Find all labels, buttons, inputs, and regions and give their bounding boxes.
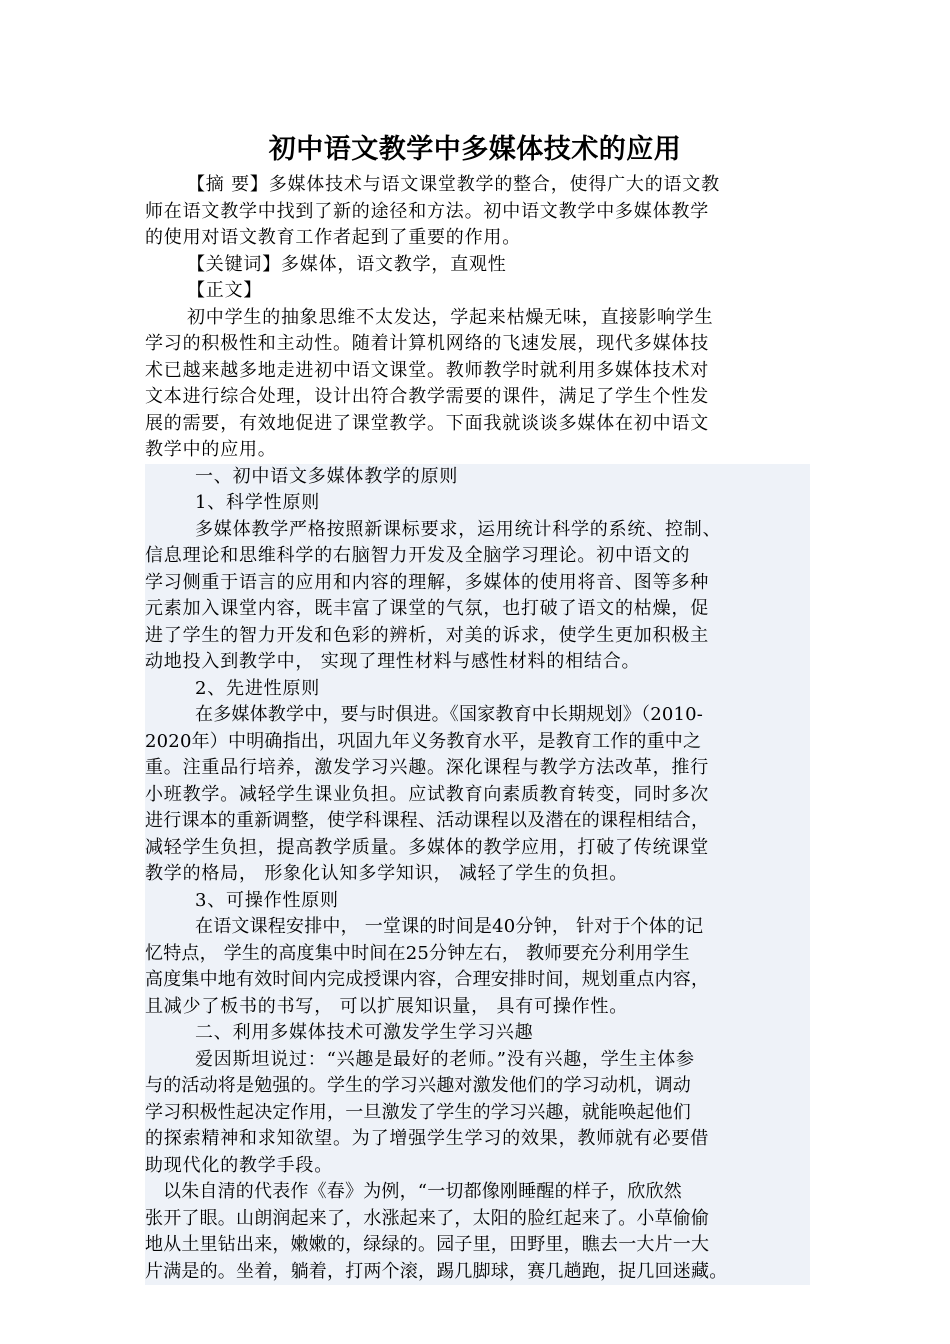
paragraph-line: 教学的格局， 形象化认知多学知识， 减轻了学生的负担。 <box>145 863 629 884</box>
paragraph-line: 动地投入到教学中， 实现了理性材料与感性材料的相结合。 <box>145 651 641 672</box>
paragraph-line: 地从土里钻出来，嫩嫩的，绿绿的。园子里，田野里，瞧去一大片一大 <box>145 1234 710 1255</box>
section-heading: 一、初中语文多媒体教学的原则 <box>195 465 459 487</box>
subsection-heading: 2、先进性原则 <box>195 677 321 699</box>
paragraph-line: 与的活动将是勉强的。学生的学习兴趣对激发他们的学习动机，调动 <box>145 1075 691 1096</box>
paragraph-line: 的探索精神和求知欲望。为了增强学生学习的效果，教师就有必要借 <box>145 1128 709 1149</box>
body-label: 【正文】 <box>187 280 263 301</box>
paragraph-line: 学习积极性起决定作用，一旦激发了学生的学习兴趣，就能唤起他们 <box>145 1101 691 1123</box>
paragraph-line: 小班教学。减轻学生课业负担。应试教育向素质教育转变，同时多次 <box>145 783 709 805</box>
paragraph-line: 助现代化的教学手段。 <box>145 1154 333 1176</box>
paragraph-line: 多媒体教学严格按照新课标要求，运用统计科学的系统、控制、 <box>195 518 722 540</box>
paragraph-line: 爱因斯坦说过：“兴趣是最好的老师。”没有兴趣，学生主体参 <box>195 1048 695 1070</box>
paragraph-line: 高度集中地有效时间内完成授课内容，合理安排时间，规划重点内容， <box>145 969 710 990</box>
abstract-line: 师在语文教学中找到了新的途径和方法。初中语文教学中多媒体教学 <box>145 200 709 222</box>
paragraph-line: 减轻学生负担，提高教学质量。多媒体的教学应用，打破了传统课堂 <box>145 836 709 858</box>
intro-line: 初中学生的抽象思维不太发达，学起来枯燥无味，直接影响学生 <box>187 306 714 328</box>
paragraph-line: 忆特点， 学生的高度集中时间在25分钟左右， 教师要充分利用学生 <box>145 942 690 964</box>
paragraph-line: 进行课本的重新调整，使学科课程、活动课程以及潜在的课程相结合， <box>145 810 710 831</box>
paragraph-line: 片满是的。坐着，躺着，打两个滚，踢几脚球，赛几趟跑，捉几回迷藏。 <box>145 1260 728 1282</box>
page-title: 初中语文教学中多媒体技术的应用 <box>268 134 682 165</box>
paragraph-line: 在语文课程安排中， 一堂课的时间是40分钟， 针对于个体的记 <box>195 916 704 937</box>
paragraph-line: 以朱自清的代表作《春》为例，“一切都像刚睡醒的样子，欣欣然 <box>163 1181 682 1202</box>
intro-line: 文本进行综合处理，设计出符合教学需要的课件，满足了学生个性发 <box>145 386 709 407</box>
paragraph-line: 且减少了板书的书写， 可以扩展知识量， 具有可操作性。 <box>145 995 629 1017</box>
keywords-line: 【关键词】多媒体，语文教学，直观性 <box>187 253 507 275</box>
subsection-heading: 3、可操作性原则 <box>195 889 339 911</box>
highlighted-section <box>145 464 810 1286</box>
paragraph-line: 元素加入课堂内容，既丰富了课堂的气氛，也打破了语文的枯燥，促 <box>145 598 709 619</box>
subsection-heading: 1、科学性原则 <box>195 492 321 513</box>
paragraph-line: 进了学生的智力开发和色彩的辨析，对美的诉求，使学生更加积极主 <box>145 624 709 646</box>
intro-line: 学习的积极性和主动性。随着计算机网络的飞速发展，现代多媒体技 <box>145 333 709 354</box>
paragraph-line: 重。注重品行培养，激发学习兴趣。深化课程与教学方法改革，推行 <box>145 757 709 778</box>
paragraph-line: 张开了眼。山朗润起来了，水涨起来了，太阳的脸红起来了。小草偷偷 <box>145 1207 710 1229</box>
intro-line: 展的需要，有效地促进了课堂教学。下面我就谈谈多媒体在初中语文 <box>145 412 709 434</box>
abstract-line: 的使用对语文教育工作者起到了重要的作用。 <box>145 227 521 248</box>
intro-line: 术已越来越多地走进初中语文课堂。教师教学时就利用多媒体技术对 <box>145 359 709 381</box>
section-heading: 二、利用多媒体技术可激发学生学习兴趣 <box>195 1022 534 1043</box>
paragraph-line: 在多媒体教学中，要与时俱进。《国家教育中长期规划》（2010- <box>195 704 704 725</box>
paragraph-line: 2020年）中明确指出，巩固九年义务教育水平，是教育工作的重中之 <box>145 730 702 752</box>
intro-line: 教学中的应用。 <box>145 439 277 460</box>
document-body <box>145 172 810 1285</box>
paragraph-line: 学习侧重于语言的应用和内容的理解，多媒体的使用将音、图等多种 <box>145 571 709 593</box>
abstract-line: 【摘 要】多媒体技术与语文课堂教学的整合，使得广大的语文教 <box>187 174 720 195</box>
paragraph-line: 信息理论和思维科学的右脑智力开发及全脑学习理论。初中语文的 <box>145 545 691 566</box>
